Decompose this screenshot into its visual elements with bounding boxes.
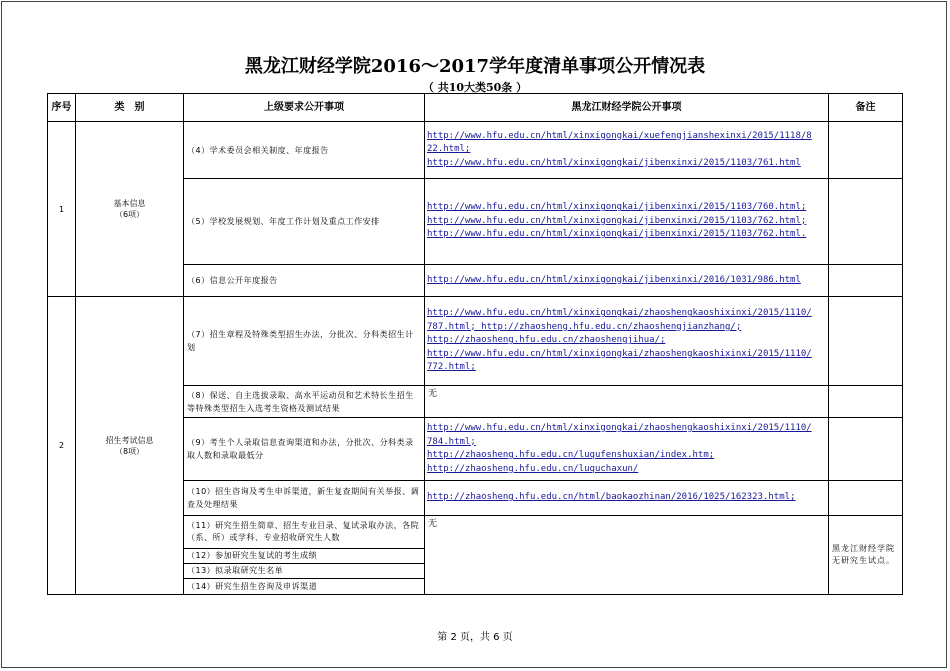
link-cell	[425, 265, 829, 297]
link[interactable]: http://www.hfu.edu.cn/html/xinxigongkai/zhaoshengkaoshixinxi/2015/1110/	[427, 423, 812, 433]
page-footer: 第 2 页，共 6 页	[437, 632, 513, 643]
link[interactable]: 787.html; http://zhaosheng.hfu.edu.cn/zhaoshengjianzhang/;	[427, 321, 742, 332]
header-upper-items: 上级要求公开事项	[184, 94, 425, 122]
upper-item: （7）招生章程及特殊类型招生办法，分批次、分科类招生计划	[184, 297, 425, 386]
link[interactable]: http://www.hfu.edu.cn/html/xinxigongkai/jibenxinxi/2015/1103/760.html;	[427, 202, 807, 213]
link-cell	[425, 179, 829, 265]
header-school-items: 黑龙江财经学院公开事项	[425, 94, 829, 122]
note-cell	[829, 386, 903, 418]
value-cell: 无	[425, 386, 829, 418]
link[interactable]: http://www.hfu.edu.cn/html/xinxigongkai/zhaoshengkaoshixinxi/2015/1110/	[427, 348, 812, 359]
link[interactable]: http://www.hfu.edu.cn/html/xinxigongkai/jibenxinxi/2015/1103/762.html;	[427, 215, 807, 226]
upper-item: （14）研究生招生咨询及申诉渠道	[184, 579, 425, 595]
upper-item: （8）保送、自主选拔录取、高水平运动员和艺术特长生招生等特殊类型招生入选考生资格及测试结果	[184, 386, 425, 418]
header-seq: 序号	[48, 94, 76, 122]
value-cell: 无	[425, 516, 829, 595]
upper-item: （5）学校发展规划、年度工作计划及重点工作安排	[184, 179, 425, 265]
note-cell	[829, 265, 903, 297]
link[interactable]: http://www.hfu.edu.cn/html/xinxigongkai/jibenxinxi/2015/1103/762.html.	[427, 229, 807, 240]
link[interactable]: 772.html;	[427, 362, 476, 373]
page-subtitle: （ 共10大类50条 ）	[422, 81, 528, 94]
category-label: 基本信息	[113, 199, 146, 208]
upper-item: （9）考生个人录取信息查询渠道和办法，分批次、分科类录取人数和录取最低分	[184, 418, 425, 481]
upper-item: （4）学术委员会相关制度、年度报告	[184, 122, 425, 179]
table-row	[48, 122, 903, 179]
header-category: 类 别	[76, 94, 184, 122]
upper-item: （6）信息公开年度报告	[184, 265, 425, 297]
seq-cell: 1	[48, 122, 76, 297]
upper-item: （10）招生咨询及考生申诉渠道，新生复查期间有关举报、调查及处理结果	[184, 481, 425, 516]
note-cell	[829, 179, 903, 265]
note-cell: 黑龙江财经学院无研究生试点。	[829, 516, 903, 595]
category-count: （8项）	[114, 446, 145, 456]
link-cell	[425, 418, 829, 481]
link-cell	[425, 122, 829, 179]
table-row	[48, 297, 903, 386]
note-cell	[829, 297, 903, 386]
note-cell	[829, 418, 903, 481]
link[interactable]: http://zhaosheng.hfu.edu.cn/luqufenshuxian/index.htm;	[427, 450, 715, 460]
page-title: 黑龙江财经学院2016～2017学年度清单事项公开情况表	[244, 56, 706, 77]
link[interactable]: 784.html;	[427, 436, 476, 447]
seq-cell: 2	[48, 297, 76, 595]
link[interactable]: http://www.hfu.edu.cn/html/xinxigongkai/jibenxinxi/2015/1103/761.html	[427, 157, 801, 168]
upper-item: （12）参加研究生复试的考生成绩	[184, 549, 425, 564]
header-note: 备注	[829, 94, 903, 122]
link[interactable]: http://zhaosheng.hfu.edu.cn/html/baokaozhinan/2016/1025/162323.html;	[427, 492, 796, 503]
header-row	[48, 94, 903, 122]
link[interactable]: http://www.hfu.edu.cn/html/xinxigongkai/xuefengjianshexinxi/2015/1118/8	[427, 130, 812, 141]
note-cell	[829, 481, 903, 516]
link-cell	[425, 297, 829, 386]
category-cell	[76, 297, 184, 595]
category-count: （6项）	[114, 210, 145, 219]
category-cell	[76, 122, 184, 297]
disclosure-table	[47, 93, 903, 595]
link[interactable]: http://zhaosheng.hfu.edu.cn/luquchaxun/	[427, 463, 639, 474]
link[interactable]: http://zhaosheng.hfu.edu.cn/zhaoshengjihua/;	[427, 335, 666, 346]
link[interactable]: http://www.hfu.edu.cn/html/xinxigongkai/zhaoshengkaoshixinxi/2015/1110/	[427, 308, 812, 319]
link[interactable]: http://www.hfu.edu.cn/html/xinxigongkai/jibenxinxi/2016/1031/986.html	[427, 274, 801, 285]
link-cell	[425, 481, 829, 516]
category-label: 招生考试信息	[105, 435, 154, 445]
link[interactable]: 22.html;	[427, 144, 471, 155]
upper-item: （11）研究生招生简章、招生专业目录、复试录取办法，各院（系、所）或学科、专业招收研究生人数	[184, 516, 425, 549]
note-cell	[829, 122, 903, 179]
upper-item: （13）拟录取研究生名单	[184, 564, 425, 579]
